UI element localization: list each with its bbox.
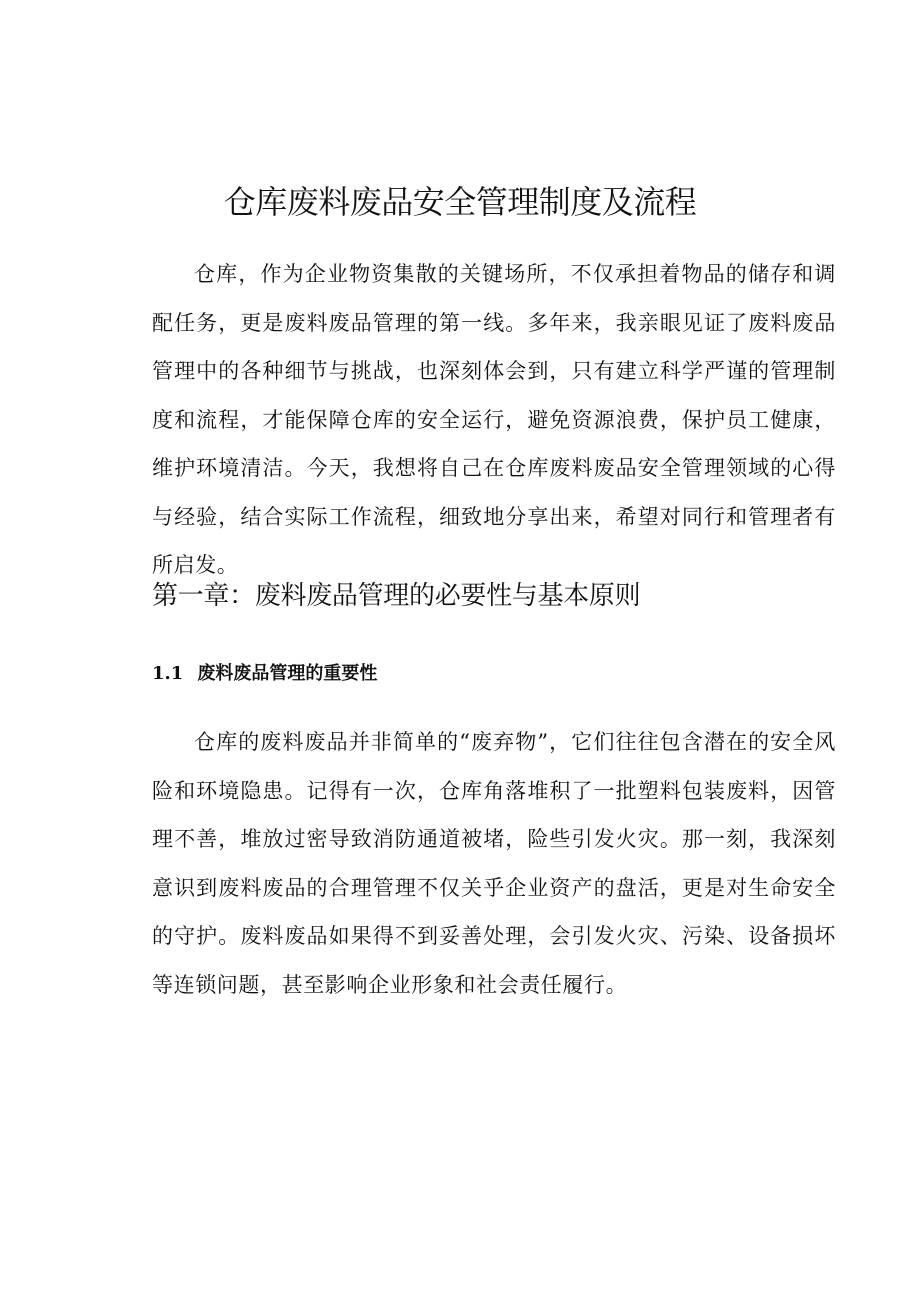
document-title: 仓库废料废品安全管理制度及流程 [223,183,697,221]
section-heading [152,656,377,692]
section-title: 废料废品管理的重要性 [197,663,378,684]
chapter-heading: 第一章：废料废品管理的必要性与基本原则 [152,581,641,611]
section-number: 1.1 [152,663,184,684]
section-paragraph: 仓库的废料废品并非简单的“废弃物”，它们往往包含潜在的安全风险和环境隐患。记得有一次，仓库角落堆积了一批塑料包装废料，因管理不善，堆放过密导致消防通道被堵，险些引发火灾。那一刻，我深刻意识到废料废品的合理管理不仅关乎企业资产的盘活，更是对生命安全的守护。废料废品如果得不到妥善处理，会引发火灾、污染、设备损坏等连锁问题，甚至影响企业形象和社会责任履行。 [152,730,836,997]
intro-paragraph: 仓库，作为企业物资集散的关键场所，不仅承担着物品的储存和调配任务，更是废料废品管理的第一线。多年来，我亲眼见证了废料废品管理中的各种细节与挑战，也深刻体会到，只有建立科学严谨的管理制度和流程，才能保障仓库的安全运行，避免资源浪费，保护员工健康，维护环境清洁。今天，我想将自己在仓库废料废品安全管理领域的心得与经验，结合实际工作流程，细致地分享出来，希望对同行和管理者有所启发。 [152,262,836,577]
